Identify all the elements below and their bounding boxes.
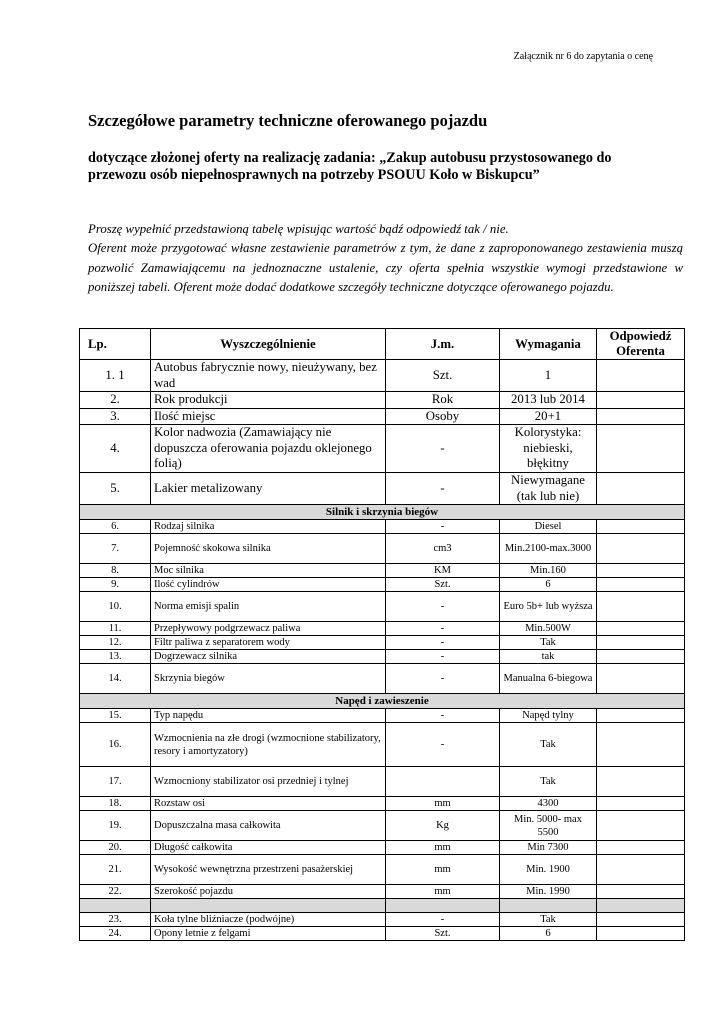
row-lp: 4. xyxy=(80,425,151,473)
row-unit: Szt. xyxy=(386,360,500,392)
row-lp: 8. xyxy=(80,564,151,578)
table-row xyxy=(80,392,685,409)
row-unit: Szt. xyxy=(386,578,500,592)
header-unit: J.m. xyxy=(386,329,500,360)
row-answer-cell[interactable] xyxy=(597,797,685,811)
row-requirement: Min. 1990 xyxy=(500,885,597,899)
row-lp: 17. xyxy=(80,767,151,797)
row-lp: 3. xyxy=(80,408,151,425)
spec-table xyxy=(79,328,685,941)
table-row xyxy=(80,622,685,636)
row-unit: - xyxy=(386,473,500,505)
section-row-drive xyxy=(80,694,685,709)
row-answer-cell[interactable] xyxy=(597,392,685,409)
instruction-paragraph: Oferent może przygotować własne zestawienie parametrów z tym, że dane z zaproponowanego zestawienia muszą pozwolić Zamawiającemu na jednoznaczne ustalenie, czy oferta spełnia wszystkie wymogi przedstawione w poniższej tabeli. Oferent może dodać dodatkowe szczegóły techniczne dotyczące oferowanego pojazdu. xyxy=(88,241,683,295)
table-row xyxy=(80,520,685,534)
table-row xyxy=(80,360,685,392)
separator-row xyxy=(80,899,685,913)
row-name: Ilość miejsc xyxy=(151,408,386,425)
row-answer-cell[interactable] xyxy=(597,811,685,841)
row-requirement: Euro 5b+ lub wyższa xyxy=(500,592,597,622)
row-requirement: Min. 5000- max 5500 xyxy=(500,811,597,841)
row-requirement: Tak xyxy=(500,723,597,767)
table-row xyxy=(80,811,685,841)
row-answer-cell[interactable] xyxy=(597,709,685,723)
table-row xyxy=(80,564,685,578)
row-answer-cell[interactable] xyxy=(597,534,685,564)
row-answer-cell[interactable] xyxy=(597,650,685,664)
row-answer-cell[interactable] xyxy=(597,841,685,855)
table-row xyxy=(80,767,685,797)
row-name: Wysokość wewnętrzna przestrzeni pasażerskiej xyxy=(151,855,386,885)
table-row xyxy=(80,855,685,885)
row-unit: mm xyxy=(386,797,500,811)
row-name: Koła tylne bliźniacze (podwójne) xyxy=(151,913,386,927)
row-requirement: Napęd tylny xyxy=(500,709,597,723)
row-name: Rozstaw osi xyxy=(151,797,386,811)
table-row xyxy=(80,650,685,664)
row-lp: 5. xyxy=(80,473,151,505)
row-answer-cell[interactable] xyxy=(597,885,685,899)
row-answer-cell[interactable] xyxy=(597,664,685,694)
row-lp: 12. xyxy=(80,636,151,650)
row-lp: 21. xyxy=(80,855,151,885)
row-lp: 11. xyxy=(80,622,151,636)
row-unit: Kg xyxy=(386,811,500,841)
table-row xyxy=(80,885,685,899)
table-row xyxy=(80,913,685,927)
row-requirement: 2013 lub 2014 xyxy=(500,392,597,409)
row-answer-cell[interactable] xyxy=(597,723,685,767)
header-item: Wyszczególnienie xyxy=(151,329,386,360)
row-requirement: 4300 xyxy=(500,797,597,811)
row-unit: - xyxy=(386,592,500,622)
row-answer-cell[interactable] xyxy=(597,360,685,392)
section-title: Silnik i skrzynia biegów xyxy=(80,505,685,520)
row-lp: 24. xyxy=(80,927,151,941)
row-requirement: Tak xyxy=(500,767,597,797)
section-row-engine xyxy=(80,505,685,520)
row-name: Norma emisji spalin xyxy=(151,592,386,622)
row-requirement: Tak xyxy=(500,636,597,650)
row-unit: cm3 xyxy=(386,534,500,564)
row-name: Przepływowy podgrzewacz paliwa xyxy=(151,622,386,636)
header-answer: Odpowiedź Oferenta xyxy=(597,329,685,360)
row-lp: 23. xyxy=(80,913,151,927)
row-unit: mm xyxy=(386,855,500,885)
row-name: Skrzynia biegów xyxy=(151,664,386,694)
row-lp: 22. xyxy=(80,885,151,899)
row-requirement: Manualna 6-biegowa xyxy=(500,664,597,694)
row-unit: Osoby xyxy=(386,408,500,425)
row-lp: 20. xyxy=(80,841,151,855)
row-lp: 14. xyxy=(80,664,151,694)
table-row xyxy=(80,927,685,941)
table-row xyxy=(80,578,685,592)
row-answer-cell[interactable] xyxy=(597,927,685,941)
row-answer-cell[interactable] xyxy=(597,592,685,622)
row-unit: - xyxy=(386,520,500,534)
row-unit: - xyxy=(386,425,500,473)
row-requirement: Min.2100-max.3000 xyxy=(500,534,597,564)
table-row xyxy=(80,709,685,723)
table-header-row xyxy=(80,329,685,360)
row-name: Szerokość pojazdu xyxy=(151,885,386,899)
row-name: Dopuszczalna masa całkowita xyxy=(151,811,386,841)
row-requirement: 1 xyxy=(500,360,597,392)
row-lp: 19. xyxy=(80,811,151,841)
row-lp: 9. xyxy=(80,578,151,592)
row-name: Lakier metalizowany xyxy=(151,473,386,505)
row-requirement: 6 xyxy=(500,927,597,941)
row-answer-cell[interactable] xyxy=(597,636,685,650)
row-requirement: Min.160 xyxy=(500,564,597,578)
row-answer-cell[interactable] xyxy=(597,913,685,927)
row-answer-cell[interactable] xyxy=(597,767,685,797)
row-requirement: Niewymagane (tak lub nie) xyxy=(500,473,597,505)
row-unit xyxy=(386,767,500,797)
row-requirement: Min.500W xyxy=(500,622,597,636)
row-answer-cell[interactable] xyxy=(597,473,685,505)
row-name: Opony letnie z felgami xyxy=(151,927,386,941)
row-unit: mm xyxy=(386,841,500,855)
row-requirement: Diesel xyxy=(500,520,597,534)
row-answer-cell[interactable] xyxy=(597,564,685,578)
row-answer-cell[interactable] xyxy=(597,855,685,885)
row-unit: - xyxy=(386,709,500,723)
row-lp: 2. xyxy=(80,392,151,409)
row-lp: 10. xyxy=(80,592,151,622)
row-requirement: tak xyxy=(500,650,597,664)
row-lp: 18. xyxy=(80,797,151,811)
row-unit: mm xyxy=(386,885,500,899)
document-subtitle: dotyczące złożonej oferty na realizację zadania: „Zakup autobusu przystosowanego do przewozu osób niepełnosprawnych na potrzeby PSOUU Koło w Biskupcu” xyxy=(88,150,612,183)
annex-label: Załącznik nr 6 do zapytania o cenę xyxy=(513,51,653,62)
row-unit: - xyxy=(386,636,500,650)
document-title: Szczegółowe parametry techniczne oferowanego pojazdu xyxy=(88,111,488,130)
row-name: Długość całkowita xyxy=(151,841,386,855)
row-name: Rok produkcji xyxy=(151,392,386,409)
row-lp: 15. xyxy=(80,709,151,723)
table-row xyxy=(80,636,685,650)
row-name: Wzmocniony stabilizator osi przedniej i tylnej xyxy=(151,767,386,797)
row-name: Autobus fabrycznie nowy, nieużywany, bez wad xyxy=(151,360,386,392)
table-row xyxy=(80,592,685,622)
row-name: Ilość cylindrów xyxy=(151,578,386,592)
row-name: Rodzaj silnika xyxy=(151,520,386,534)
row-answer-cell[interactable] xyxy=(597,622,685,636)
row-answer-cell[interactable] xyxy=(597,408,685,425)
row-name: Typ napędu xyxy=(151,709,386,723)
row-unit: Szt. xyxy=(386,927,500,941)
row-name: Wzmocnienia na złe drogi (wzmocnione stabilizatory, resory i amortyzatory) xyxy=(151,723,386,767)
table-row xyxy=(80,425,685,473)
row-lp: 6. xyxy=(80,520,151,534)
row-unit: KM xyxy=(386,564,500,578)
table-row xyxy=(80,664,685,694)
row-answer-cell[interactable] xyxy=(597,520,685,534)
row-unit: - xyxy=(386,650,500,664)
table-row xyxy=(80,408,685,425)
table-row xyxy=(80,473,685,505)
table-row xyxy=(80,534,685,564)
row-unit: - xyxy=(386,664,500,694)
row-requirement: 20+1 xyxy=(500,408,597,425)
table-row xyxy=(80,797,685,811)
row-unit: - xyxy=(386,622,500,636)
row-unit: - xyxy=(386,723,500,767)
row-lp: 1. 1 xyxy=(80,360,151,392)
row-requirement: Kolorystyka: niebieski, błękitny xyxy=(500,425,597,473)
header-requirements: Wymagania xyxy=(500,329,597,360)
row-name: Filtr paliwa z separatorem wody xyxy=(151,636,386,650)
row-requirement: Tak xyxy=(500,913,597,927)
row-unit: Rok xyxy=(386,392,500,409)
row-requirement: Min. 1900 xyxy=(500,855,597,885)
instruction-line: Proszę wypełnić przedstawioną tabelę wpisując wartość bądź odpowiedź tak / nie. xyxy=(88,222,509,236)
row-name: Pojemność skokowa silnika xyxy=(151,534,386,564)
row-answer-cell[interactable] xyxy=(597,578,685,592)
row-requirement: Min 7300 xyxy=(500,841,597,855)
section-title: Napęd i zawieszenie xyxy=(80,694,685,709)
row-name: Moc silnika xyxy=(151,564,386,578)
header-lp: Lp. xyxy=(80,329,151,360)
row-requirement: 6 xyxy=(500,578,597,592)
row-name: Kolor nadwozia (Zamawiający nie dopuszcza oferowania pojazdu oklejonego folią) xyxy=(151,425,386,473)
row-lp: 13. xyxy=(80,650,151,664)
instructions xyxy=(88,220,683,298)
table-row xyxy=(80,723,685,767)
row-unit: - xyxy=(386,913,500,927)
row-name: Dogrzewacz silnika xyxy=(151,650,386,664)
row-lp: 16. xyxy=(80,723,151,767)
table-row xyxy=(80,841,685,855)
row-lp: 7. xyxy=(80,534,151,564)
row-answer-cell[interactable] xyxy=(597,425,685,473)
